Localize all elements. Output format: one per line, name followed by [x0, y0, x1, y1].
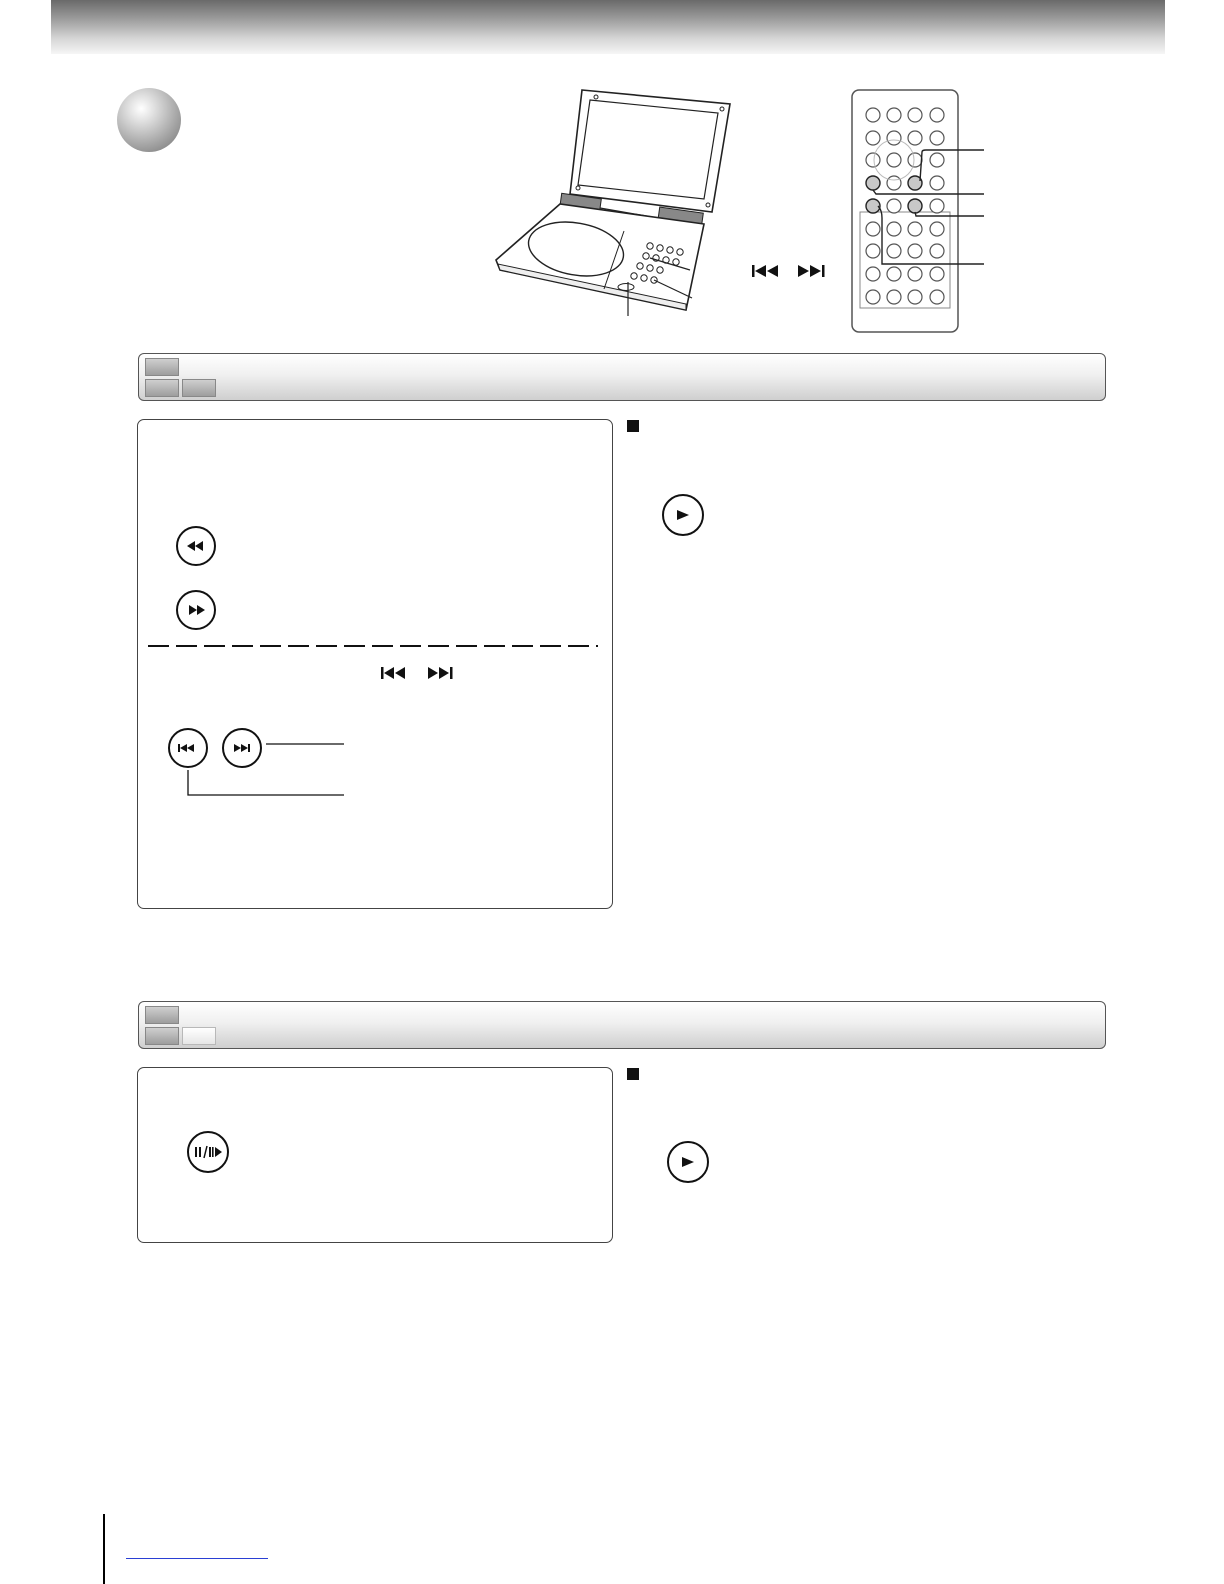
- skip-symbols-inline: [380, 666, 456, 680]
- instruction-panel-2: [137, 1067, 613, 1243]
- bullet-square: [627, 420, 639, 432]
- portable-dvd-player-illustration: [490, 84, 750, 320]
- dashed-divider: [148, 644, 598, 648]
- play-icon: [665, 1139, 711, 1185]
- section-band-1: [138, 353, 1106, 401]
- pause-step-icon: [185, 1129, 231, 1175]
- disc-tag: [182, 1027, 216, 1045]
- skip-symbols-label: [750, 263, 828, 279]
- section-band-2: [138, 1001, 1106, 1049]
- section-marker-icon: [117, 88, 181, 152]
- disc-tag: [145, 1027, 179, 1045]
- fast-forward-icon: [174, 588, 218, 632]
- header-banner: [51, 0, 1165, 54]
- remote-control-illustration: [850, 88, 990, 334]
- footer-link[interactable]: [126, 1558, 268, 1559]
- footer-rule: [103, 1514, 105, 1584]
- disc-tag: [145, 379, 179, 397]
- play-icon: [660, 492, 706, 538]
- bullet-square: [627, 1068, 639, 1080]
- disc-tag: [145, 1006, 179, 1024]
- rewind-icon: [174, 524, 218, 568]
- instruction-panel-1: [137, 419, 613, 909]
- disc-tag: [182, 379, 216, 397]
- skip-pointer-lines: [182, 738, 352, 800]
- disc-tag: [145, 358, 179, 376]
